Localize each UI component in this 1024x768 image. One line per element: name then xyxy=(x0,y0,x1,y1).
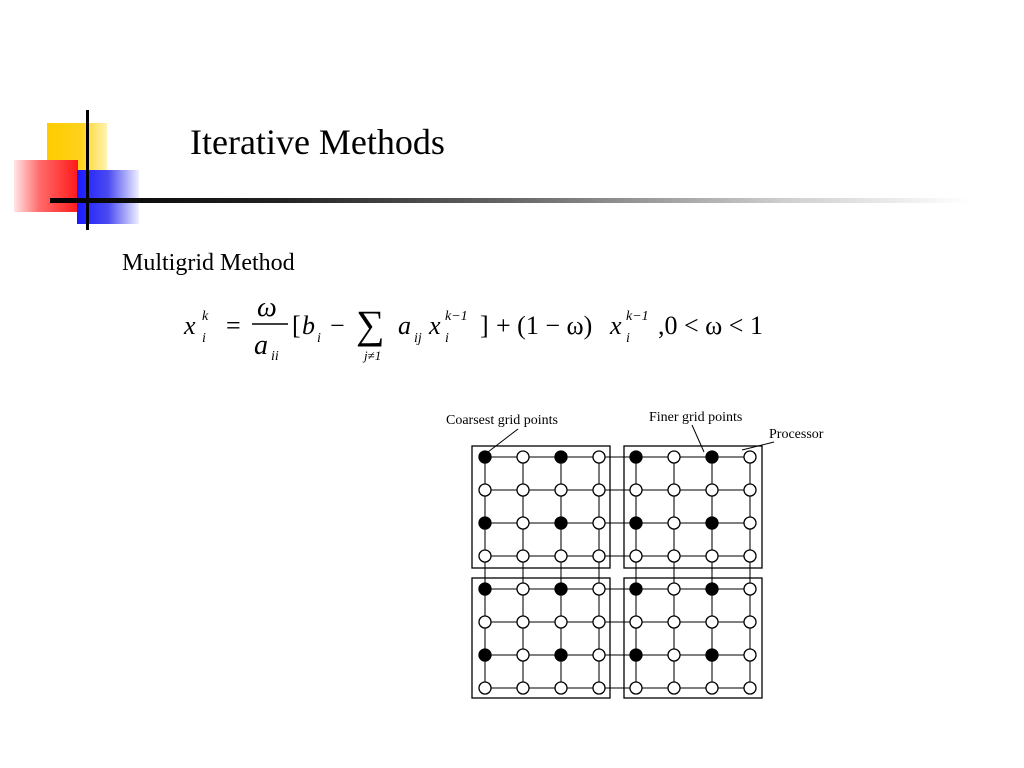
fine-grid-point xyxy=(630,616,642,628)
coarse-grid-point xyxy=(479,583,491,595)
formula-minus: − xyxy=(330,311,345,340)
fine-grid-point xyxy=(517,451,529,463)
fine-grid-point xyxy=(744,550,756,562)
formula-a: a xyxy=(398,311,411,340)
formula-x3-sup: k−1 xyxy=(626,309,649,324)
fine-grid-point xyxy=(593,583,605,595)
formula-bracket-close: ] xyxy=(480,311,489,340)
coarse-grid-point xyxy=(479,649,491,661)
fine-grid-point xyxy=(517,484,529,496)
fine-grid-point xyxy=(744,649,756,661)
fine-grid-point xyxy=(593,616,605,628)
coarse-grid-point xyxy=(706,517,718,529)
leader-finer xyxy=(692,425,704,452)
coarse-grid-point xyxy=(706,583,718,595)
formula-x-sup: k xyxy=(202,309,209,324)
fine-grid-point xyxy=(668,649,680,661)
coarse-grid-point xyxy=(630,451,642,463)
processor-top-right xyxy=(624,446,762,568)
formula-bracket-open: [ xyxy=(292,311,301,340)
fine-grid-point xyxy=(706,550,718,562)
coarse-grid-point xyxy=(630,583,642,595)
coarse-grid-point xyxy=(555,583,567,595)
fine-grid-point xyxy=(593,682,605,694)
fine-grid-point xyxy=(593,517,605,529)
formula-a-den-sub: ii xyxy=(271,349,279,364)
fine-grid-point xyxy=(479,682,491,694)
fine-grid-point xyxy=(593,451,605,463)
fine-grid-point xyxy=(517,517,529,529)
fine-grid-point xyxy=(593,484,605,496)
fine-grid-point xyxy=(706,484,718,496)
fine-grid-point xyxy=(744,583,756,595)
multigrid-diagram xyxy=(430,400,870,710)
formula-x-sub: i xyxy=(202,331,206,346)
coarse-grid-point xyxy=(706,451,718,463)
processor-bottom-left xyxy=(472,578,610,698)
formula-equals: = xyxy=(226,311,241,340)
fine-grid-point xyxy=(668,682,680,694)
fine-grid-point xyxy=(630,682,642,694)
fine-grid-point xyxy=(744,451,756,463)
fine-grid-point xyxy=(479,616,491,628)
label-processor: Processor xyxy=(769,427,824,442)
fine-grid-point xyxy=(744,616,756,628)
fine-grid-point xyxy=(706,616,718,628)
fine-grid-point xyxy=(517,583,529,595)
fine-grid-point xyxy=(668,517,680,529)
fine-grid-point xyxy=(593,550,605,562)
fine-grid-point xyxy=(517,550,529,562)
fine-grid-point xyxy=(517,616,529,628)
fine-grid-point xyxy=(479,550,491,562)
formula-a-den: a xyxy=(254,330,268,361)
coarse-grid-point xyxy=(555,451,567,463)
decoration-vertical-line xyxy=(86,110,89,230)
fine-grid-point xyxy=(668,451,680,463)
coarse-grid-point xyxy=(479,517,491,529)
label-coarsest-grid-points: Coarsest grid points xyxy=(446,413,558,428)
formula-x2-sup: k−1 xyxy=(445,309,468,324)
fine-grid-point xyxy=(517,649,529,661)
formula-x: x xyxy=(184,311,196,340)
fine-grid-point xyxy=(668,550,680,562)
fine-grid-point xyxy=(555,550,567,562)
formula-a-sub: ij xyxy=(414,331,422,346)
coarse-grid-point xyxy=(479,451,491,463)
fine-grid-point xyxy=(744,682,756,694)
formula-b-sub: i xyxy=(317,331,321,346)
formula-condition: ,0 < ω < 1 xyxy=(658,311,763,340)
fine-grid-point xyxy=(744,484,756,496)
coarse-grid-point xyxy=(706,649,718,661)
fine-grid-point xyxy=(668,484,680,496)
formula-relax-term: + (1 − ω) xyxy=(496,311,593,340)
fine-grid-point xyxy=(517,682,529,694)
fine-grid-point xyxy=(555,682,567,694)
processor-bottom-right xyxy=(624,578,762,698)
decoration-red-square xyxy=(14,160,78,212)
title-underline xyxy=(50,198,970,203)
fine-grid-point xyxy=(706,682,718,694)
fine-grid-point xyxy=(668,583,680,595)
fine-grid-point xyxy=(555,484,567,496)
formula-sum-sub: j≠1 xyxy=(364,348,382,363)
formula-x2-sub: i xyxy=(445,331,449,346)
fine-grid-point xyxy=(668,616,680,628)
formula-x3: x xyxy=(610,311,622,340)
fine-grid-point xyxy=(593,649,605,661)
coarse-grid-point xyxy=(555,517,567,529)
fine-grid-point xyxy=(555,616,567,628)
slide-title: Iterative Methods xyxy=(190,122,445,162)
fine-grid-point xyxy=(479,484,491,496)
formula-x2: x xyxy=(429,311,441,340)
formula-b: b xyxy=(302,311,315,340)
fine-grid-point xyxy=(630,484,642,496)
coarse-grid-point xyxy=(555,649,567,661)
leader-coarsest xyxy=(488,429,518,452)
label-finer-grid-points: Finer grid points xyxy=(649,410,743,425)
fine-grid-point xyxy=(630,550,642,562)
formula-sum: ∑ xyxy=(356,302,385,347)
formula-omega: ω xyxy=(257,292,277,323)
slide-subtitle: Multigrid Method xyxy=(122,250,295,276)
fine-grid-point xyxy=(744,517,756,529)
coarse-grid-point xyxy=(630,649,642,661)
processor-top-left xyxy=(472,446,610,568)
iteration-formula xyxy=(180,290,820,370)
coarse-grid-point xyxy=(630,517,642,529)
formula-x3-sub: i xyxy=(626,331,630,346)
